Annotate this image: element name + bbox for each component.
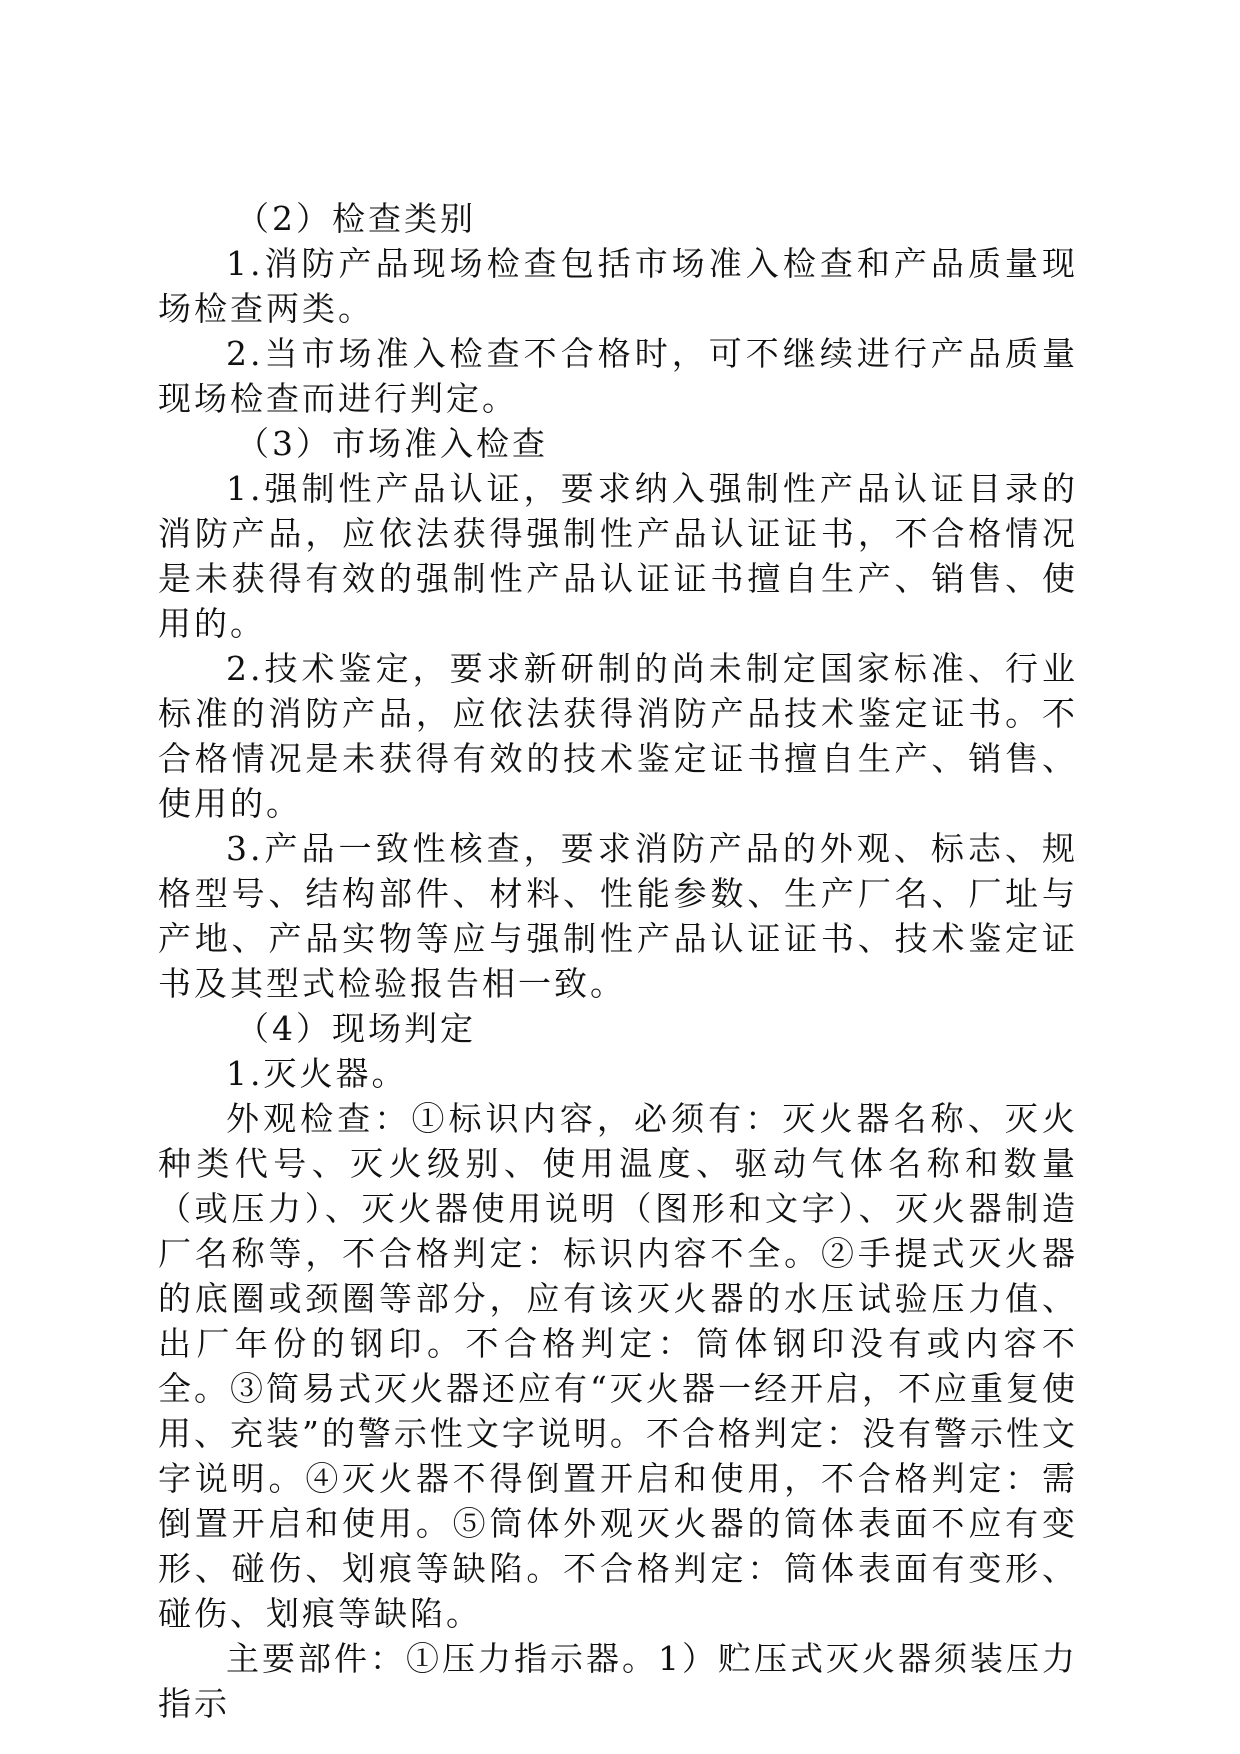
paragraph-market-1: 1.强制性产品认证，要求纳入强制性产品认证目录的消防产品，应依法获得强制性产品认证证书，不合格情况是未获得有效的强制性产品认证证书擅自生产、销售、使用的。 [158,469,1078,643]
paragraph-appearance-check: 外观检查：①标识内容，必须有：灭火器名称、灭火种类代号、灭火级别、使用温度、驱动气体名称和数量（或压力）、灭火器使用说明（图形和文字）、灭火器制造厂名称等，不合格判定：标识内容不全。②手提式灭火器的底圈或颈圈等部分，应有该灭火器的水压试验压力值、出厂年份的钢印。不合格判定：筒体钢印没有或内容不全。③简易式灭火器还应有“灭火器一经开启，不应重复使用、充装”的警示性文字说明。不合格判定：没有警示性文字说明。④灭火器不得倒置开启和使用，不合格判定：需倒置开启和使用。⑤筒体外观灭火器的筒体表面不应有变形、碰伤、划痕等缺陷。不合格判定：筒体表面有变形、碰伤、划痕等缺陷。 [158,1099,1078,1633]
paragraph-category-1: 1.消防产品现场检查包括市场准入检查和产品质量现场检查两类。 [158,244,1078,328]
document-page [158,196,1078,1726]
section-heading-onsite-judgment: （4）现场判定 [236,1009,476,1048]
paragraph-market-3: 3.产品一致性核查，要求消防产品的外观、标志、规格型号、结构部件、材料、性能参数、生产厂名、厂址与产地、产品实物等应与强制性产品认证证书、技术鉴定证书及其型式检验报告相一致。 [158,829,1078,1003]
section-heading-inspection-category: （2）检查类别 [236,199,476,238]
paragraph-extinguisher-title: 1.灭火器。 [226,1054,408,1093]
paragraph-category-2: 2.当市场准入检查不合格时，可不继续进行产品质量现场检查而进行判定。 [158,334,1078,418]
paragraph-main-components: 主要部件：①压力指示器。1）贮压式灭火器须装压力指示 [158,1639,1078,1723]
paragraph-market-2: 2.技术鉴定，要求新研制的尚未制定国家标准、行业标准的消防产品，应依法获得消防产品技术鉴定证书。不合格情况是未获得有效的技术鉴定证书擅自生产、销售、使用的。 [158,649,1078,823]
section-heading-market-access: （3）市场准入检查 [236,424,548,463]
